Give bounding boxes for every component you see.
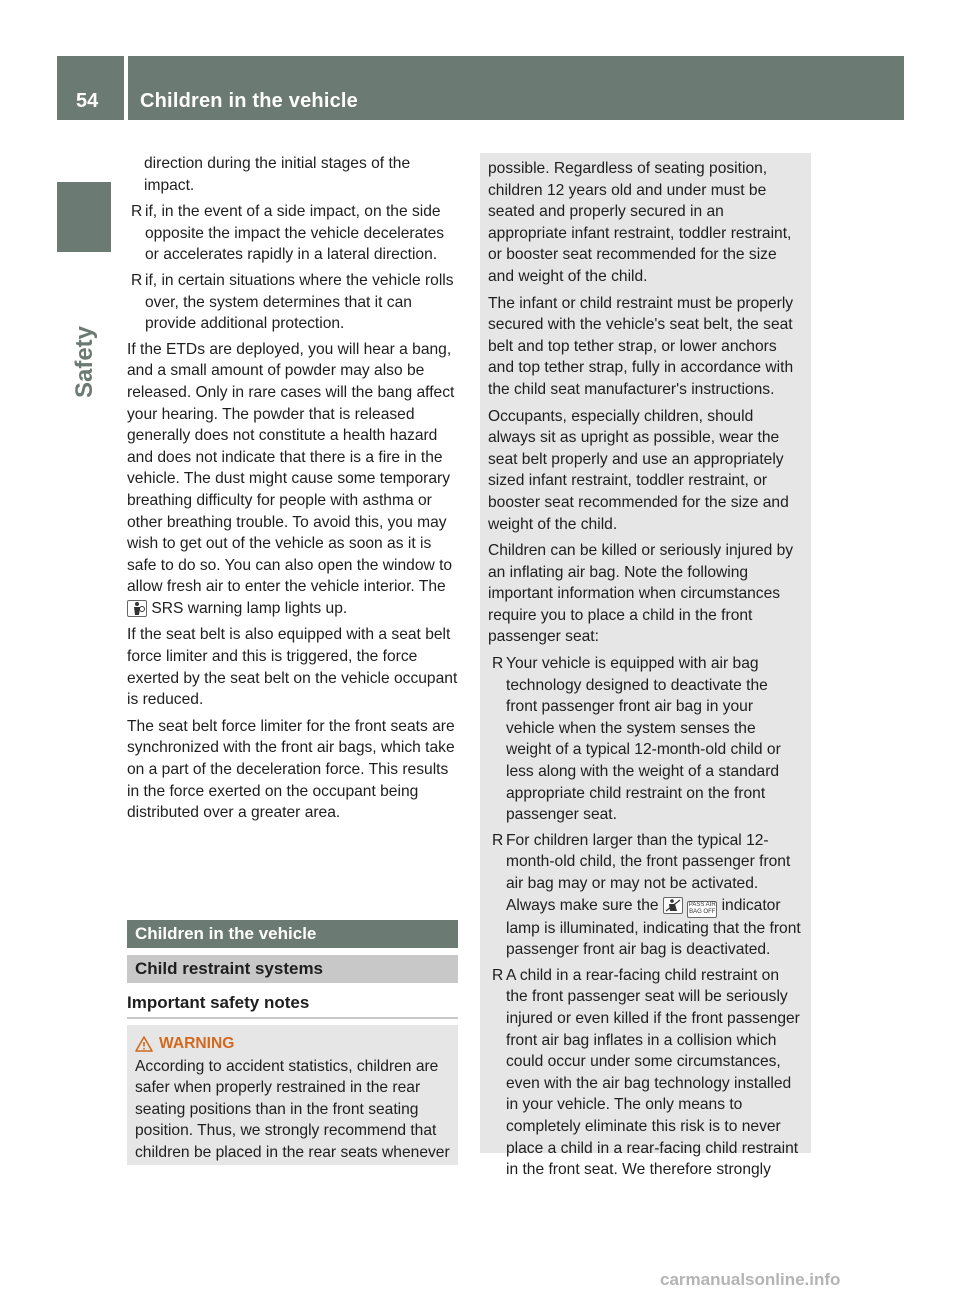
list-item (127, 270, 460, 335)
watermark: carmanualsonline.info (660, 1270, 841, 1289)
list-item (488, 830, 803, 961)
synchronization-paragraph: The seat belt force limiter for the front seats are synchronized with the front air bags, which take on a part of the deceleration force. This results in the force exerted on the occupant being distributed over a greater area. (127, 717, 455, 822)
force-limiter-paragraph: If the seat belt is also equipped with a seat belt force limiter and this is triggered, the force exerted by the seat belt on the vehicle occupant is reduced. (127, 626, 458, 709)
bullet-text: if, in certain situations where the vehicle rolls over, the system determines that it can provide additional protection. (145, 271, 454, 333)
warning-box (127, 1025, 458, 1165)
list-item (127, 201, 460, 266)
bullet-text-before-icon: For children larger than the typical 12-month-old child, the front passenger front air bag may or may not be activated. Always make sure the (506, 831, 791, 914)
bullet-mark: R (492, 966, 504, 984)
side-tab-label: Safety (71, 325, 98, 399)
etd-text-after-icon: SRS warning lamp lights up. (151, 599, 348, 617)
subsection-heading: Child restraint systems (127, 955, 458, 983)
bullet-mark: R (131, 203, 143, 221)
pass-airbag-off-icon: PASS AIR BAG OFF (687, 901, 717, 918)
left-column (127, 153, 460, 829)
occupants-paragraph: Occupants, especially children, should always sit as upright as possible, wear the seat belt properly and use an appropriately sized infant restraint, toddler restraint, or booster seat recommended for the size and weight of the child. (488, 407, 789, 533)
srs-warning-lamp-icon (127, 600, 147, 617)
topic-heading: Important safety notes (127, 993, 458, 1019)
right-column-panel (480, 153, 811, 1179)
child-seat-icon (663, 897, 683, 914)
page-number: 54 (76, 90, 99, 112)
bullet-text: if, in the event of a side impact, on the side opposite the impact the vehicle decelerates or accelerates rapidly in a lateral direction. (145, 203, 445, 264)
header-divider (124, 56, 128, 120)
restraint-secured-paragraph: The infant or child restraint must be properly secured with the vehicle's seat belt, the seat belt and top tether strap, or lower anchors and top tether strap, fully in accordance with the child seat manufacturer's instructions. (488, 294, 794, 398)
warning-title: WARNING (159, 1035, 235, 1052)
warning-text: According to accident statistics, children are safer when properly restrained in the rear seating positions than in the front seating position. Thus, we strongly recommend that children be placed in the rear seats whenever (135, 1057, 450, 1161)
airbag-danger-paragraph: Children can be killed or seriously injured by an inflating air bag. Note the following important information when circumstances require you to place a child in the front passenger seat: (488, 542, 794, 646)
etd-text-before-icon: If the ETDs are deployed, you will hear a bang, and a small amount of powder may also be released. Only in rare cases will the bang affect your hearing. The powder that is released generally does not constitute a health hazard and does not indicate that there is a fire in the vehicle. The dust might cause some temporary breathing difficulty for people with asthma or other breathing trouble. To avoid this, you may wish to get out of the vehicle as soon as it is safe to do so. You can also open the window to allow fresh air to enter the vehicle interior. The (127, 340, 455, 596)
bullet-text: Your vehicle is equipped with air bag technology designed to deactivate the front passenger front air bag in your vehicle when the system senses the weight of a typical 12-month-old child or less along with the weight of a standard appropriate child restraint on the front passenger seat. (506, 655, 781, 824)
list-item (488, 653, 803, 826)
warning-triangle-icon (135, 1036, 153, 1052)
bullet-text-after-icon: indicator lamp is illuminated, indicating that the front passenger front air bag is deactivated. (506, 896, 801, 959)
bullet-mark: R (492, 831, 504, 849)
bullet-mark: R (492, 655, 504, 673)
section-heading: Children in the vehicle (127, 920, 458, 948)
intro-continuation: direction during the initial stages of the impact. (144, 155, 411, 194)
warning-title-row (135, 1033, 450, 1055)
bullet-text: A child in a rear-facing child restraint on the front passenger seat will be seriously injured or even killed if the front passenger front air bag inflates in a collision which could occur under some circumstances, even with the air bag technology installed in your vehicle. The only means to completely eliminate this risk is to never place a child in a rear-facing child restraint in the front seat. We therefore strongly (506, 966, 800, 1179)
etd-paragraph (127, 339, 460, 620)
bullet-mark: R (131, 271, 143, 289)
side-tab-block (57, 182, 111, 252)
seating-paragraph: possible. Regardless of seating position, children 12 years old and under must be seated and properly secured in an appropriate infant restraint, toddler restraint, or booster seat recommended for the size and weight of the child. (488, 160, 792, 285)
list-item (488, 965, 803, 1181)
header-title: Children in the vehicle (140, 90, 358, 112)
